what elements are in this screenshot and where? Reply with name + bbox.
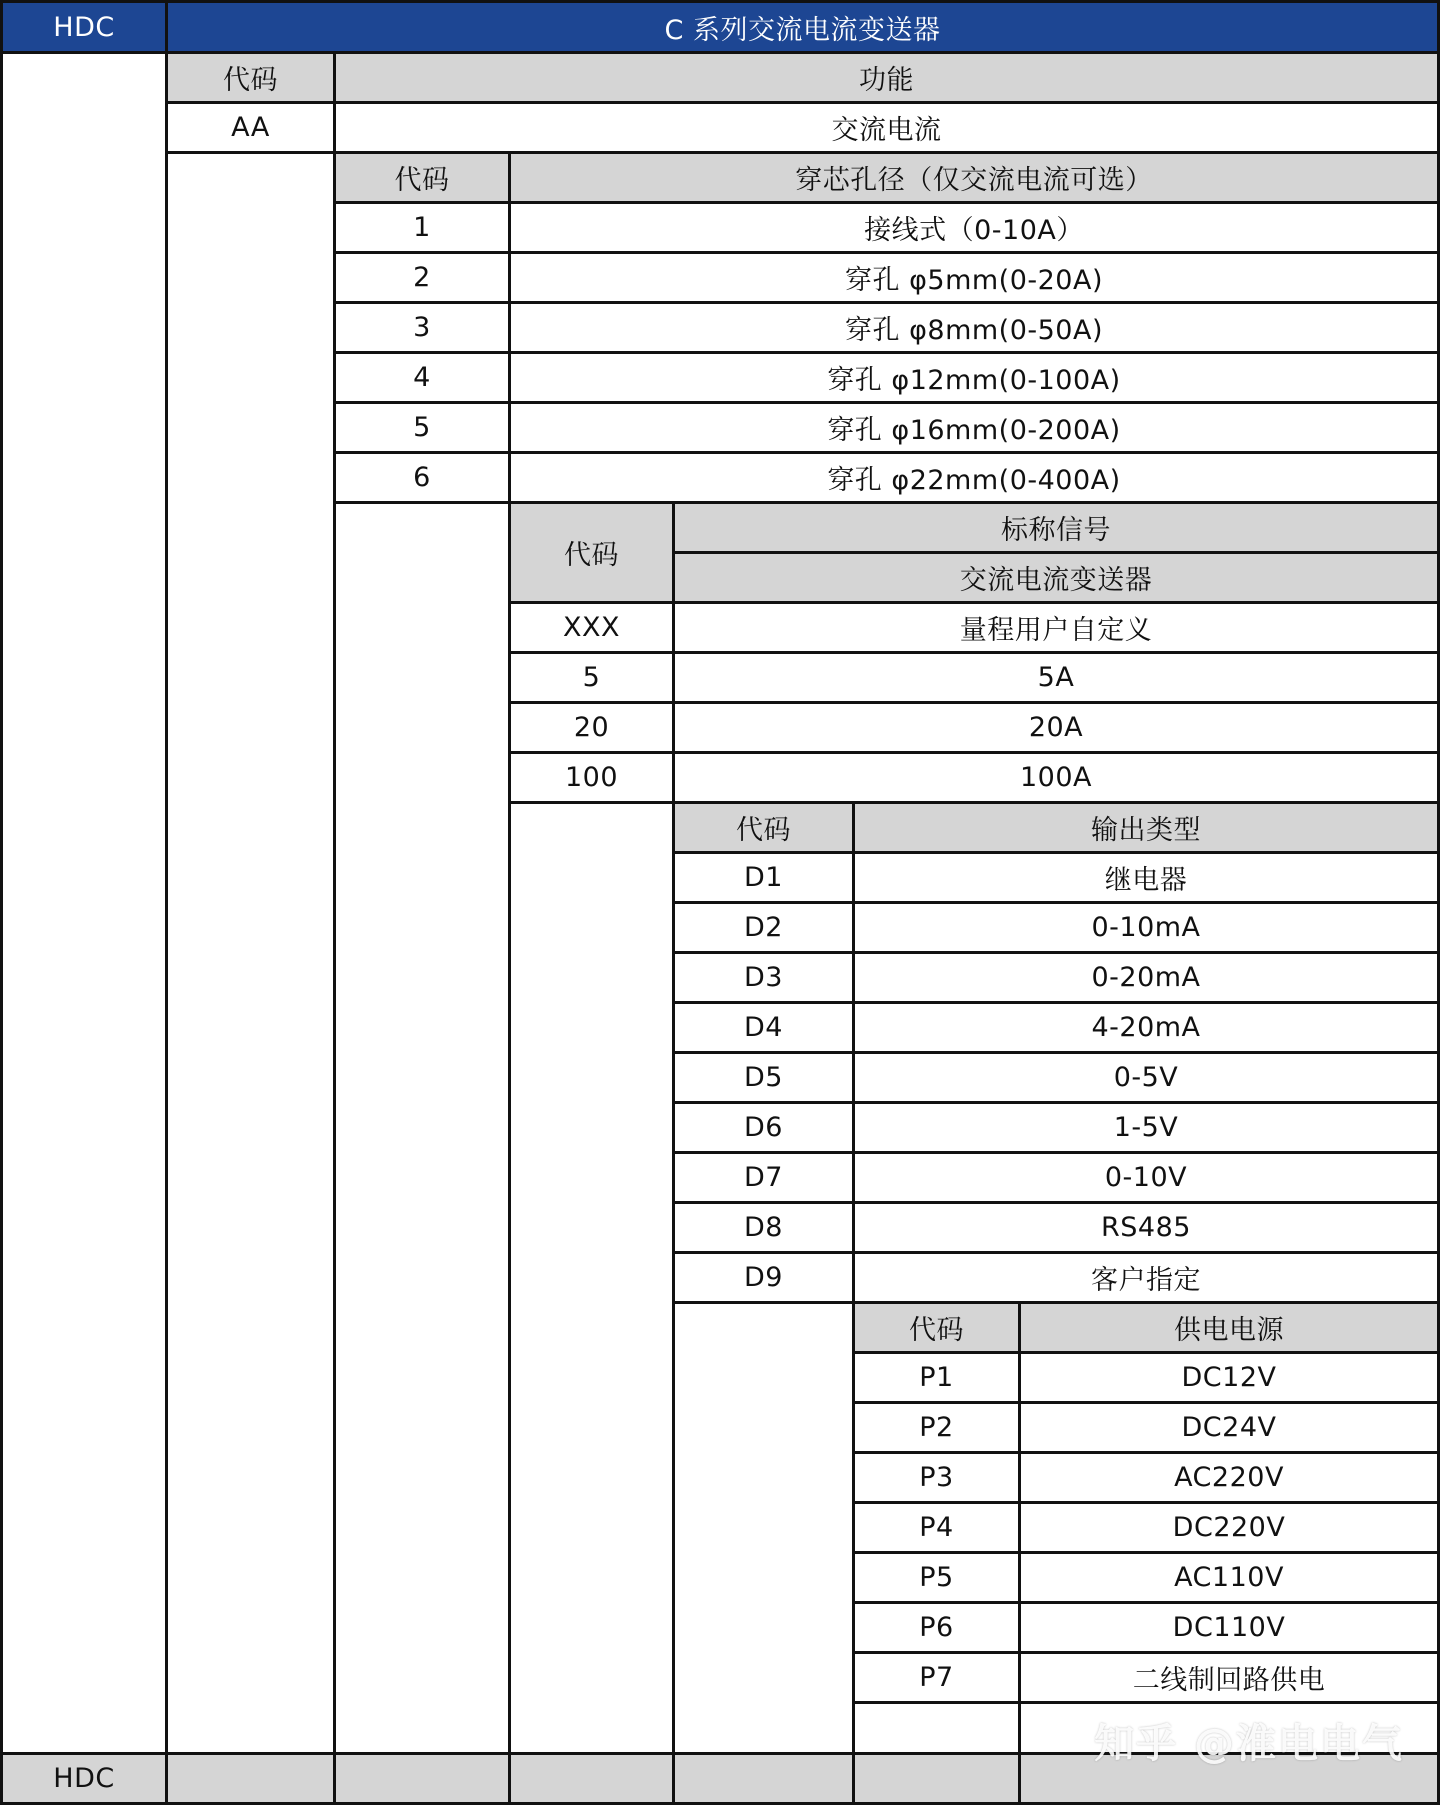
level-1-code-cell: AA [165, 101, 336, 154]
level-4-value-cell: RS485 [852, 1201, 1440, 1254]
level-4-code-cell: D1 [672, 851, 855, 904]
level-2-code-cell: 3 [333, 301, 511, 354]
level-5-code-cell: P6 [852, 1601, 1021, 1654]
footer-blank-cell [672, 1752, 855, 1805]
level-2-value-cell: 穿孔 φ5mm(0-20A) [508, 251, 1440, 304]
level-4-value-cell: 4-20mA [852, 1001, 1440, 1054]
level-2-code-cell: 2 [333, 251, 511, 304]
level-3-function-header: 标称信号 [672, 501, 1440, 554]
level-2-value-cell: 穿孔 φ8mm(0-50A) [508, 301, 1440, 354]
level-2-code-cell: 6 [333, 451, 511, 504]
level-3-value-cell: 量程用户自定义 [672, 601, 1440, 654]
level-5-value-cell: AC220V [1018, 1451, 1440, 1504]
level-4-code-cell: D8 [672, 1201, 855, 1254]
level-4-code-cell: D9 [672, 1251, 855, 1304]
level-3-indent-spacer [508, 801, 675, 1755]
level-3-value-cell: 5A [672, 651, 1440, 704]
level-2-code-header: 代码 [333, 151, 511, 204]
level-2-value-cell: 接线式（0-10A） [508, 201, 1440, 254]
level-2-code-cell: 4 [333, 351, 511, 404]
level-5-code-cell: P7 [852, 1651, 1021, 1704]
level-1-code-header: 代码 [165, 51, 336, 104]
level-3-code-cell: 20 [508, 701, 675, 754]
level-4-code-cell: D7 [672, 1151, 855, 1204]
level-3-code-cell: 100 [508, 751, 675, 804]
level-5-blank-code-cell [852, 1701, 1021, 1755]
level-4-code-cell: D4 [672, 1001, 855, 1054]
footer-brand-cell: HDC [0, 1752, 168, 1805]
level-4-value-cell: 0-10mA [852, 901, 1440, 954]
level-4-code-cell: D6 [672, 1101, 855, 1154]
level-5-code-cell: P4 [852, 1501, 1021, 1554]
level-2-value-cell: 穿孔 φ12mm(0-100A) [508, 351, 1440, 404]
level-3-code-cell: XXX [508, 601, 675, 654]
level-4-value-cell: 继电器 [852, 851, 1440, 904]
level-4-function-header: 输出类型 [852, 801, 1440, 854]
level-1-indent-spacer [165, 151, 336, 1755]
level-4-value-cell: 1-5V [852, 1101, 1440, 1154]
level-3-value-cell: 100A [672, 751, 1440, 804]
level-5-code-cell: P3 [852, 1451, 1021, 1504]
level-5-value-cell: DC220V [1018, 1501, 1440, 1554]
brand-header-cell: HDC [0, 0, 168, 54]
footer-blank-cell [508, 1752, 675, 1805]
level-2-function-header: 穿芯孔径（仅交流电流可选） [508, 151, 1440, 204]
table-title: C 系列交流电流变送器 [165, 0, 1440, 54]
footer-blank-cell [852, 1752, 1021, 1805]
level-4-value-cell: 0-5V [852, 1051, 1440, 1104]
level-4-value-cell: 0-10V [852, 1151, 1440, 1204]
level-4-code-cell: D5 [672, 1051, 855, 1104]
level-3-code-cell: 5 [508, 651, 675, 704]
level-1-value-cell: 交流电流 [333, 101, 1440, 154]
level-3-function-subheader: 交流电流变送器 [672, 551, 1440, 604]
footer-blank-cell [333, 1752, 511, 1805]
level-4-value-cell: 客户指定 [852, 1251, 1440, 1304]
level-5-code-cell: P5 [852, 1551, 1021, 1604]
level-4-indent-spacer [672, 1301, 855, 1755]
level-4-code-cell: D2 [672, 901, 855, 954]
level-5-value-cell: 二线制回路供电 [1018, 1651, 1440, 1704]
level-5-code-cell: P1 [852, 1351, 1021, 1404]
level-5-value-cell: DC12V [1018, 1351, 1440, 1404]
level-3-code-header: 代码 [508, 501, 675, 604]
left-column-spacer [0, 51, 168, 1755]
watermark: 知乎 @淮电电气 [1094, 1721, 1404, 1767]
footer-blank-cell [165, 1752, 336, 1805]
level-5-code-cell: P2 [852, 1401, 1021, 1454]
level-2-code-cell: 5 [333, 401, 511, 454]
level-5-code-header: 代码 [852, 1301, 1021, 1354]
level-5-value-cell: DC110V [1018, 1601, 1440, 1654]
level-4-value-cell: 0-20mA [852, 951, 1440, 1004]
level-2-indent-spacer [333, 501, 511, 1755]
level-3-value-cell: 20A [672, 701, 1440, 754]
level-2-code-cell: 1 [333, 201, 511, 254]
level-4-code-header: 代码 [672, 801, 855, 854]
level-4-code-cell: D3 [672, 951, 855, 1004]
level-2-value-cell: 穿孔 φ16mm(0-200A) [508, 401, 1440, 454]
level-5-value-cell: AC110V [1018, 1551, 1440, 1604]
level-5-value-cell: DC24V [1018, 1401, 1440, 1454]
level-5-function-header: 供电电源 [1018, 1301, 1440, 1354]
level-1-function-header: 功能 [333, 51, 1440, 104]
level-2-value-cell: 穿孔 φ22mm(0-400A) [508, 451, 1440, 504]
